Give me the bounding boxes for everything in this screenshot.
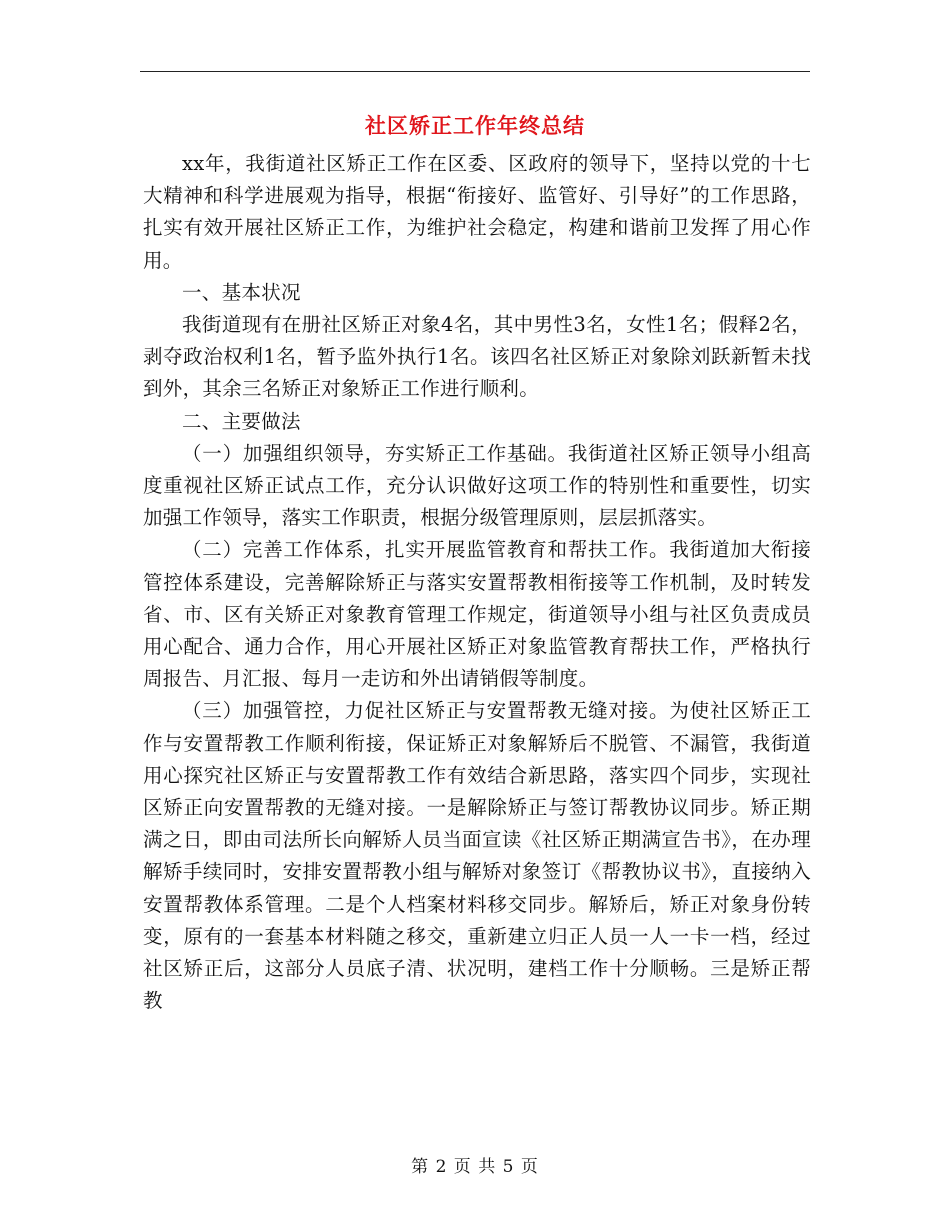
paragraph-method-2: （二）完善工作体系，扎实开展监管教育和帮扶工作。我街道加大衔接管控体系建设，完善解除矫正与落实安置帮教相衔接等工作机制，及时转发省、市、区有关矫正对象教育管理工作规定，街道领导小组与社区负责成员用心配合、通力合作，用心开展社区矫正对象监管教育帮扶工作，严格执行周报告、月汇报、每月一走访和外出请销假等制度。 <box>143 538 811 691</box>
document-title: 社区矫正工作年终总结 <box>365 113 585 138</box>
paragraph-method-3: （三）加强管控，力促社区矫正与安置帮教无缝对接。为使社区矫正工作与安置帮教工作顺利衔接，保证矫正对象解矫后不脱管、不漏管，我街道用心探究社区矫正与安置帮教工作有效结合新思路，落实四个同步，实现社区矫正向安置帮教的无缝对接。一是解除矫正与签订帮教协议同步。矫正期满之日，即由司法所长向解矫人员当面宣读《社区矫正期满宣告书》，在办理解矫手续同时，安排安置帮教小组与解矫对象签订《帮教协议书》，直接纳入安置帮教体系管理。二是个人档案材料移交同步。解矫后，矫正对象身份转变，原有的一套基本材料随之移交，重新建立归正人员一人一卡一档，经过社区矫正后，这部分人员底子清、状况明，建档工作十分顺畅。三是矫正帮教 <box>143 699 811 1013</box>
paragraph-basic-status: 我街道现有在册社区矫正对象4名，其中男性3名，女性1名；假释2名，剥夺政治权利1名，暂予监外执行1名。该四名社区矫正对象除刘跃新暂未找到外，其余三名矫正对象矫正工作进行顺利。 <box>143 313 811 401</box>
paragraph-intro: xx年，我街道社区矫正工作在区委、区政府的领导下，坚持以党的十七大精神和科学进展观为指导，根据“衔接好、监管好、引导好”的工作思路，扎实有效开展社区矫正工作，为维护社会稳定，构建和谐前卫发挥了用心作用。 <box>143 152 811 272</box>
document-body <box>143 148 811 1017</box>
header-rule <box>140 71 810 72</box>
section-heading-basic-status: 一、基本状况 <box>182 280 301 304</box>
paragraph-method-1: （一）加强组织领导，夯实矫正工作基础。我街道社区矫正领导小组高度重视社区矫正试点工作，充分认识做好这项工作的特别性和重要性，切实加强工作领导，落实工作职责，根据分级管理原则，层层抓落实。 <box>143 441 811 530</box>
page-number-footer: 第 2 页 共 5 页 <box>411 1157 539 1177</box>
section-heading-main-methods: 二、主要做法 <box>182 409 301 433</box>
